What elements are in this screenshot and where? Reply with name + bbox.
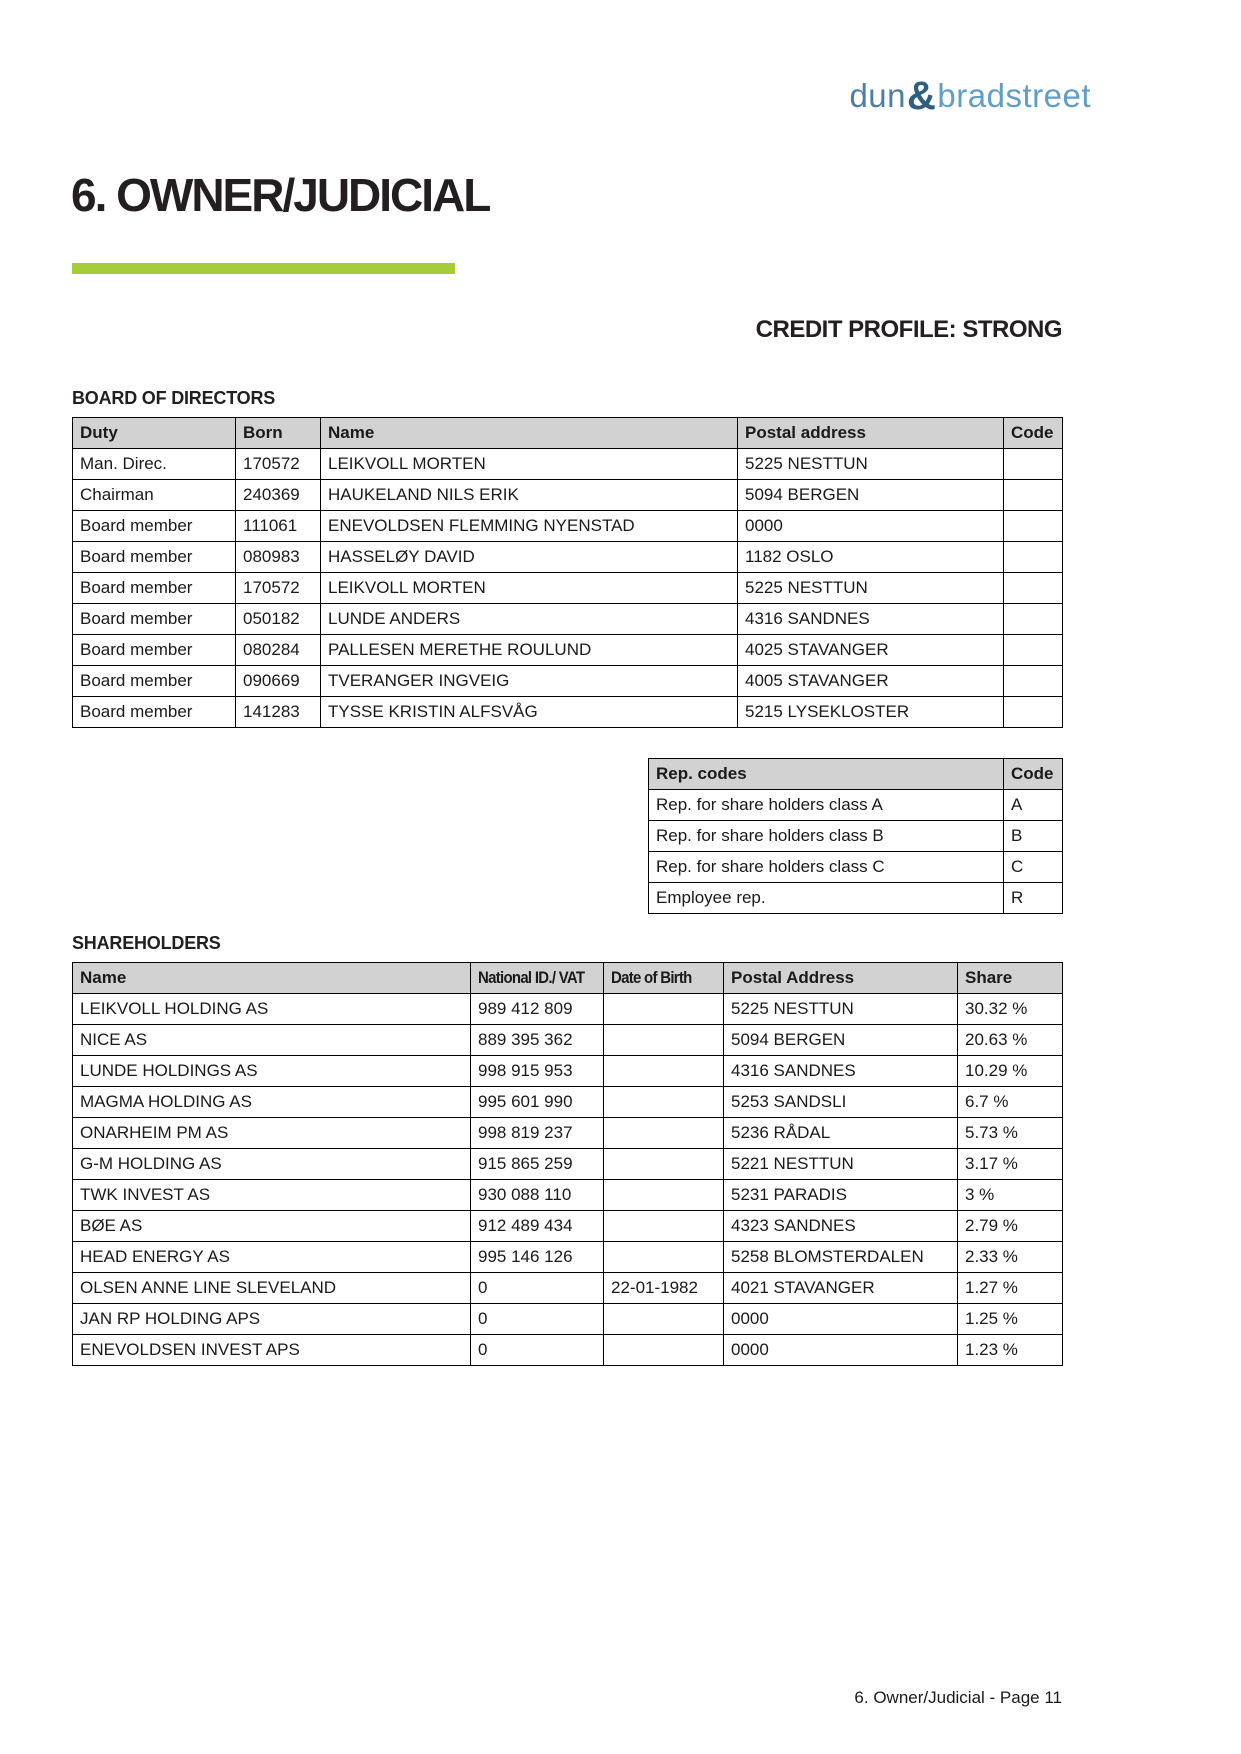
date-of-birth-cell — [604, 1242, 724, 1273]
shareholders-table — [72, 962, 1063, 1366]
dun-bradstreet-logo — [849, 72, 1091, 117]
shareholder-row — [73, 1273, 1063, 1304]
shareholder-name-cell: ONARHEIM PM AS — [73, 1118, 471, 1149]
postal-address-cell: 4323 SANDNES — [724, 1211, 958, 1242]
national-id-cell: 930 088 110 — [471, 1180, 604, 1211]
date-of-birth-cell — [604, 1087, 724, 1118]
name-cell: LEIKVOLL MORTEN — [321, 573, 738, 604]
shareholder-row — [73, 1242, 1063, 1273]
postal-address-cell: 5253 SANDSLI — [724, 1087, 958, 1118]
rep-codes-col-code: Code — [1004, 759, 1063, 790]
shareholder-name-cell: OLSEN ANNE LINE SLEVELAND — [73, 1273, 471, 1304]
name-cell: LEIKVOLL MORTEN — [321, 449, 738, 480]
duty-cell: Board member — [73, 573, 236, 604]
rep-description-cell: Rep. for share holders class B — [649, 821, 1004, 852]
postal-address-cell: 0000 — [738, 511, 1004, 542]
national-id-cell: 0 — [471, 1335, 604, 1366]
board-of-directors-table — [72, 417, 1063, 728]
date-of-birth-cell — [604, 1304, 724, 1335]
born-cell: 050182 — [236, 604, 321, 635]
born-cell: 170572 — [236, 449, 321, 480]
rep-codes-col-label: Rep. codes — [649, 759, 1004, 790]
shareholders-col-share: Share — [958, 963, 1063, 994]
national-id-cell: 0 — [471, 1273, 604, 1304]
board-table-row — [73, 697, 1063, 728]
national-id-cell: 998 915 953 — [471, 1056, 604, 1087]
code-cell — [1004, 666, 1063, 697]
national-id-cell: 989 412 809 — [471, 994, 604, 1025]
code-cell — [1004, 697, 1063, 728]
national-id-cell: 998 819 237 — [471, 1118, 604, 1149]
code-cell — [1004, 573, 1063, 604]
duty-cell: Board member — [73, 697, 236, 728]
board-header-row — [73, 418, 1063, 449]
shareholders-col-date-of-birth: Date of Birth — [604, 963, 724, 994]
postal-address-cell: 0000 — [724, 1335, 958, 1366]
duty-cell: Board member — [73, 635, 236, 666]
name-cell: PALLESEN MERETHE ROULUND — [321, 635, 738, 666]
rep-code-cell: B — [1004, 821, 1063, 852]
name-cell: HASSELØY DAVID — [321, 542, 738, 573]
share-percent-cell: 10.29 % — [958, 1056, 1063, 1087]
board-table-row — [73, 573, 1063, 604]
national-id-cell: 915 865 259 — [471, 1149, 604, 1180]
date-of-birth-cell — [604, 1056, 724, 1087]
board-of-directors-heading: BOARD OF DIRECTORS — [72, 388, 276, 408]
date-of-birth-cell — [604, 1149, 724, 1180]
postal-address-cell: 5236 RÅDAL — [724, 1118, 958, 1149]
duty-cell: Board member — [73, 542, 236, 573]
shareholder-row — [73, 994, 1063, 1025]
rep-codes-row — [649, 852, 1063, 883]
shareholder-row — [73, 1025, 1063, 1056]
code-cell — [1004, 511, 1063, 542]
postal-address-cell: 5225 NESTTUN — [738, 573, 1004, 604]
born-cell: 170572 — [236, 573, 321, 604]
share-percent-cell: 6.7 % — [958, 1087, 1063, 1118]
postal-address-cell: 4316 SANDNES — [724, 1056, 958, 1087]
postal-address-cell: 5225 NESTTUN — [738, 449, 1004, 480]
born-cell: 080284 — [236, 635, 321, 666]
date-of-birth-cell — [604, 1118, 724, 1149]
share-percent-cell: 20.63 % — [958, 1025, 1063, 1056]
code-cell — [1004, 480, 1063, 511]
logo-dun-text: dun — [849, 77, 907, 114]
ampersand-icon: & — [907, 74, 937, 118]
shareholders-header-row — [73, 963, 1063, 994]
postal-address-cell: 5231 PARADIS — [724, 1180, 958, 1211]
rep-codes-header-row — [649, 759, 1063, 790]
duty-cell: Board member — [73, 666, 236, 697]
name-cell: TVERANGER INGVEIG — [321, 666, 738, 697]
shareholder-name-cell: JAN RP HOLDING APS — [73, 1304, 471, 1335]
page-footer: 6. Owner/Judicial - Page 11 — [854, 1688, 1062, 1707]
title-accent-bar — [72, 263, 455, 274]
postal-address-cell: 4005 STAVANGER — [738, 666, 1004, 697]
date-of-birth-cell — [604, 1180, 724, 1211]
born-cell: 141283 — [236, 697, 321, 728]
share-percent-cell: 2.79 % — [958, 1211, 1063, 1242]
board-table-row — [73, 449, 1063, 480]
name-cell: HAUKELAND NILS ERIK — [321, 480, 738, 511]
share-percent-cell: 5.73 % — [958, 1118, 1063, 1149]
board-table-row — [73, 511, 1063, 542]
code-cell — [1004, 635, 1063, 666]
rep-codes-row — [649, 821, 1063, 852]
code-cell — [1004, 542, 1063, 573]
board-table-row — [73, 635, 1063, 666]
shareholder-name-cell: BØE AS — [73, 1211, 471, 1242]
board-table-row — [73, 604, 1063, 635]
shareholders-col-national-id: National ID./ VAT — [471, 963, 604, 994]
shareholder-name-cell: LEIKVOLL HOLDING AS — [73, 994, 471, 1025]
share-percent-cell: 1.27 % — [958, 1273, 1063, 1304]
code-cell — [1004, 604, 1063, 635]
shareholder-row — [73, 1149, 1063, 1180]
national-id-cell: 0 — [471, 1304, 604, 1335]
born-cell: 080983 — [236, 542, 321, 573]
duty-cell: Chairman — [73, 480, 236, 511]
duty-cell: Board member — [73, 604, 236, 635]
shareholder-name-cell: NICE AS — [73, 1025, 471, 1056]
shareholders-heading: SHAREHOLDERS — [72, 933, 221, 953]
share-percent-cell: 1.25 % — [958, 1304, 1063, 1335]
shareholder-row — [73, 1056, 1063, 1087]
postal-address-cell: 1182 OSLO — [738, 542, 1004, 573]
credit-profile-label: CREDIT PROFILE: STRONG — [755, 316, 1062, 343]
name-cell: LUNDE ANDERS — [321, 604, 738, 635]
share-percent-cell: 3.17 % — [958, 1149, 1063, 1180]
board-col-code: Code — [1004, 418, 1063, 449]
national-id-cell: 889 395 362 — [471, 1025, 604, 1056]
postal-address-cell: 4021 STAVANGER — [724, 1273, 958, 1304]
page-title: 6. OWNER/JUDICIAL — [71, 169, 490, 221]
postal-address-cell: 4025 STAVANGER — [738, 635, 1004, 666]
date-of-birth-cell — [604, 994, 724, 1025]
rep-code-cell: C — [1004, 852, 1063, 883]
board-col-postal-address: Postal address — [738, 418, 1004, 449]
rep-codes-row — [649, 790, 1063, 821]
share-percent-cell: 30.32 % — [958, 994, 1063, 1025]
rep-code-cell: R — [1004, 883, 1063, 914]
shareholder-row — [73, 1335, 1063, 1366]
board-table-row — [73, 666, 1063, 697]
national-id-cell: 912 489 434 — [471, 1211, 604, 1242]
born-cell: 111061 — [236, 511, 321, 542]
born-cell: 240369 — [236, 480, 321, 511]
board-col-name: Name — [321, 418, 738, 449]
duty-cell: Board member — [73, 511, 236, 542]
shareholder-row — [73, 1087, 1063, 1118]
board-col-duty: Duty — [73, 418, 236, 449]
logo-bradstreet-text: bradstreet — [937, 77, 1091, 114]
postal-address-cell: 5225 NESTTUN — [724, 994, 958, 1025]
postal-address-cell: 5215 LYSEKLOSTER — [738, 697, 1004, 728]
postal-address-cell: 4316 SANDNES — [738, 604, 1004, 635]
rep-description-cell: Rep. for share holders class C — [649, 852, 1004, 883]
board-table-row — [73, 542, 1063, 573]
shareholder-name-cell: G-M HOLDING AS — [73, 1149, 471, 1180]
code-cell — [1004, 449, 1063, 480]
shareholder-row — [73, 1211, 1063, 1242]
name-cell: ENEVOLDSEN FLEMMING NYENSTAD — [321, 511, 738, 542]
rep-description-cell: Rep. for share holders class A — [649, 790, 1004, 821]
shareholder-name-cell: ENEVOLDSEN INVEST APS — [73, 1335, 471, 1366]
share-percent-cell: 3 % — [958, 1180, 1063, 1211]
date-of-birth-cell — [604, 1025, 724, 1056]
board-table-row — [73, 480, 1063, 511]
duty-cell: Man. Direc. — [73, 449, 236, 480]
rep-code-cell: A — [1004, 790, 1063, 821]
national-id-cell: 995 601 990 — [471, 1087, 604, 1118]
postal-address-cell: 5258 BLOMSTERDALEN — [724, 1242, 958, 1273]
shareholder-name-cell: LUNDE HOLDINGS AS — [73, 1056, 471, 1087]
postal-address-cell: 5094 BERGEN — [738, 480, 1004, 511]
board-col-born: Born — [236, 418, 321, 449]
name-cell: TYSSE KRISTIN ALFSVÅG — [321, 697, 738, 728]
share-percent-cell: 2.33 % — [958, 1242, 1063, 1273]
rep-codes-row — [649, 883, 1063, 914]
rep-description-cell: Employee rep. — [649, 883, 1004, 914]
shareholders-col-name: Name — [73, 963, 471, 994]
postal-address-cell: 5094 BERGEN — [724, 1025, 958, 1056]
shareholder-row — [73, 1304, 1063, 1335]
shareholder-row — [73, 1118, 1063, 1149]
born-cell: 090669 — [236, 666, 321, 697]
date-of-birth-cell: 22-01-1982 — [604, 1273, 724, 1304]
date-of-birth-cell — [604, 1211, 724, 1242]
share-percent-cell: 1.23 % — [958, 1335, 1063, 1366]
shareholders-col-postal-address: Postal Address — [724, 963, 958, 994]
shareholder-row — [73, 1180, 1063, 1211]
national-id-cell: 995 146 126 — [471, 1242, 604, 1273]
shareholder-name-cell: MAGMA HOLDING AS — [73, 1087, 471, 1118]
rep-codes-table — [648, 758, 1063, 914]
shareholder-name-cell: TWK INVEST AS — [73, 1180, 471, 1211]
postal-address-cell: 5221 NESTTUN — [724, 1149, 958, 1180]
date-of-birth-cell — [604, 1335, 724, 1366]
shareholder-name-cell: HEAD ENERGY AS — [73, 1242, 471, 1273]
postal-address-cell: 0000 — [724, 1304, 958, 1335]
